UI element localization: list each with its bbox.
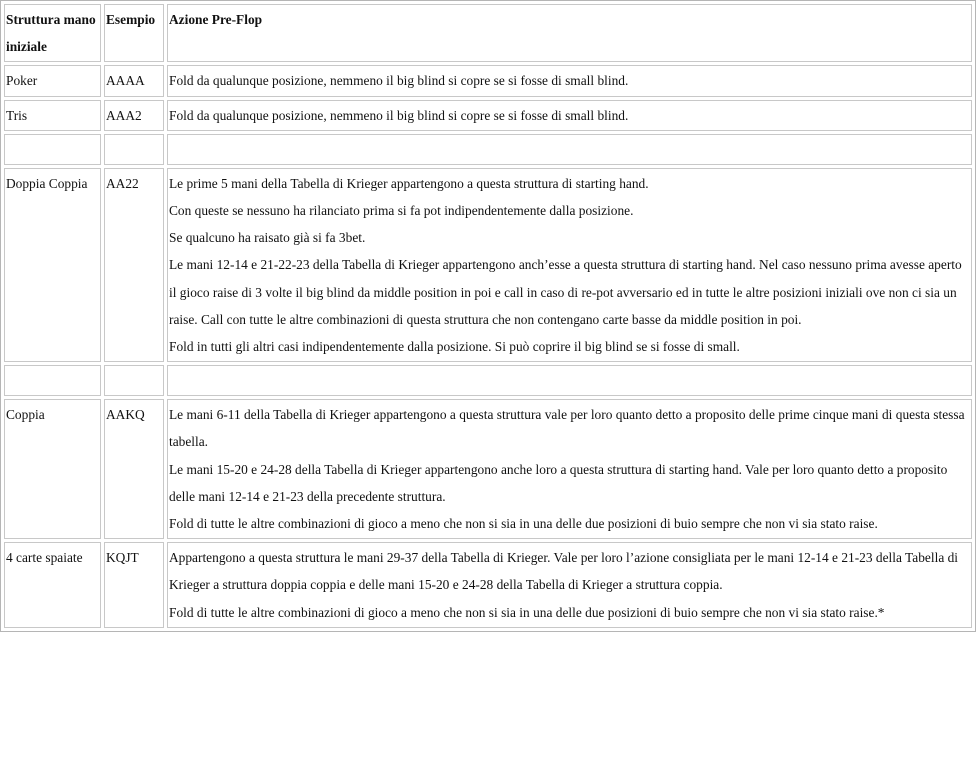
cell-example: AA22 <box>104 168 164 362</box>
header-example: Esempio <box>104 4 164 62</box>
cell-structure: Coppia <box>4 399 101 539</box>
cell-action <box>167 365 972 396</box>
cell-structure <box>4 134 101 165</box>
action-paragraph: Fold da qualunque posizione, nemmeno il big blind si copre se si fosse di small blind. <box>169 73 629 89</box>
table-row <box>4 134 972 165</box>
table-body <box>4 65 972 627</box>
action-paragraph: Fold da qualunque posizione, nemmeno il big blind si copre se si fosse di small blind. <box>169 107 629 123</box>
cell-action <box>167 65 972 96</box>
cell-structure: Doppia Coppia <box>4 168 101 362</box>
cell-example: AAKQ <box>104 399 164 539</box>
cell-action <box>167 399 972 539</box>
action-paragraph: Le mani 6-11 della Tabella di Krieger appartengono a questa struttura vale per loro quanto detto a proposito delle prime cinque mani di questa stessa tabella. <box>169 407 965 450</box>
action-paragraph: Le mani 15-20 e 24-28 della Tabella di Krieger appartengono anche loro a questa struttura di starting hand. Vale per loro quanto detto a proposito delle mani 12-14 e 21-23 della precedente struttura. <box>169 461 948 504</box>
table-row <box>4 399 972 539</box>
cell-structure: Tris <box>4 100 101 131</box>
cell-structure: Poker <box>4 65 101 96</box>
cell-action <box>167 100 972 131</box>
cell-structure: 4 carte spaiate <box>4 542 101 628</box>
cell-action <box>167 542 972 628</box>
cell-action <box>167 168 972 362</box>
action-paragraph: Con queste se nessuno ha rilanciato prima si fa pot indipendentemente dalla posizione. <box>169 203 634 219</box>
table-row <box>4 100 972 131</box>
header-structure: Struttura mano iniziale <box>4 4 101 62</box>
cell-structure <box>4 365 101 396</box>
cell-example: KQJT <box>104 542 164 628</box>
table-row <box>4 168 972 362</box>
action-paragraph: Le prime 5 mani della Tabella di Krieger appartengono a questa struttura di starting hand. <box>169 175 649 191</box>
header-row <box>4 4 972 62</box>
table-row <box>4 65 972 96</box>
action-paragraph: Appartengono a questa struttura le mani 29-37 della Tabella di Krieger. Vale per loro l’azione consigliata per le mani 12-14 e 21-23 della Tabella di Krieger a struttura doppia coppia e delle mani 15-20 e 24-28 della Tabella di Krieger a struttura coppia. <box>169 550 959 593</box>
cell-example <box>104 134 164 165</box>
cell-example: AAAA <box>104 65 164 96</box>
table-row <box>4 365 972 396</box>
action-paragraph: Le mani 12-14 e 21-22-23 della Tabella di Krieger appartengono anch’esse a questa struttura di starting hand. Nel caso nessuno prima avesse aperto il gioco raise di 3 volte il big blind da middle position in poi e call in caso di re-pot avversario ed in tutte le altre posizioni iniziali ove non ci sia un raise. Call con tutte le altre combinazioni di questa struttura che non contengano carte basse da middle position in poi. <box>169 257 962 327</box>
action-paragraph: Fold di tutte le altre combinazioni di gioco a meno che non si sia in una delle due posizioni di buio sempre che non vi sia stato raise. <box>169 516 878 532</box>
action-paragraph: Fold di tutte le altre combinazioni di gioco a meno che non si sia in una delle due posizioni di buio sempre che non vi sia stato raise.* <box>169 604 885 620</box>
table-row <box>4 542 972 628</box>
cell-action <box>167 134 972 165</box>
cell-example <box>104 365 164 396</box>
cell-example: AAA2 <box>104 100 164 131</box>
header-action: Azione Pre-Flop <box>167 4 972 62</box>
action-paragraph: Se qualcuno ha raisato già si fa 3bet. <box>169 230 366 246</box>
action-paragraph: Fold in tutti gli altri casi indipendentemente dalla posizione. Si può coprire il big blind se si fosse di small. <box>169 339 740 355</box>
